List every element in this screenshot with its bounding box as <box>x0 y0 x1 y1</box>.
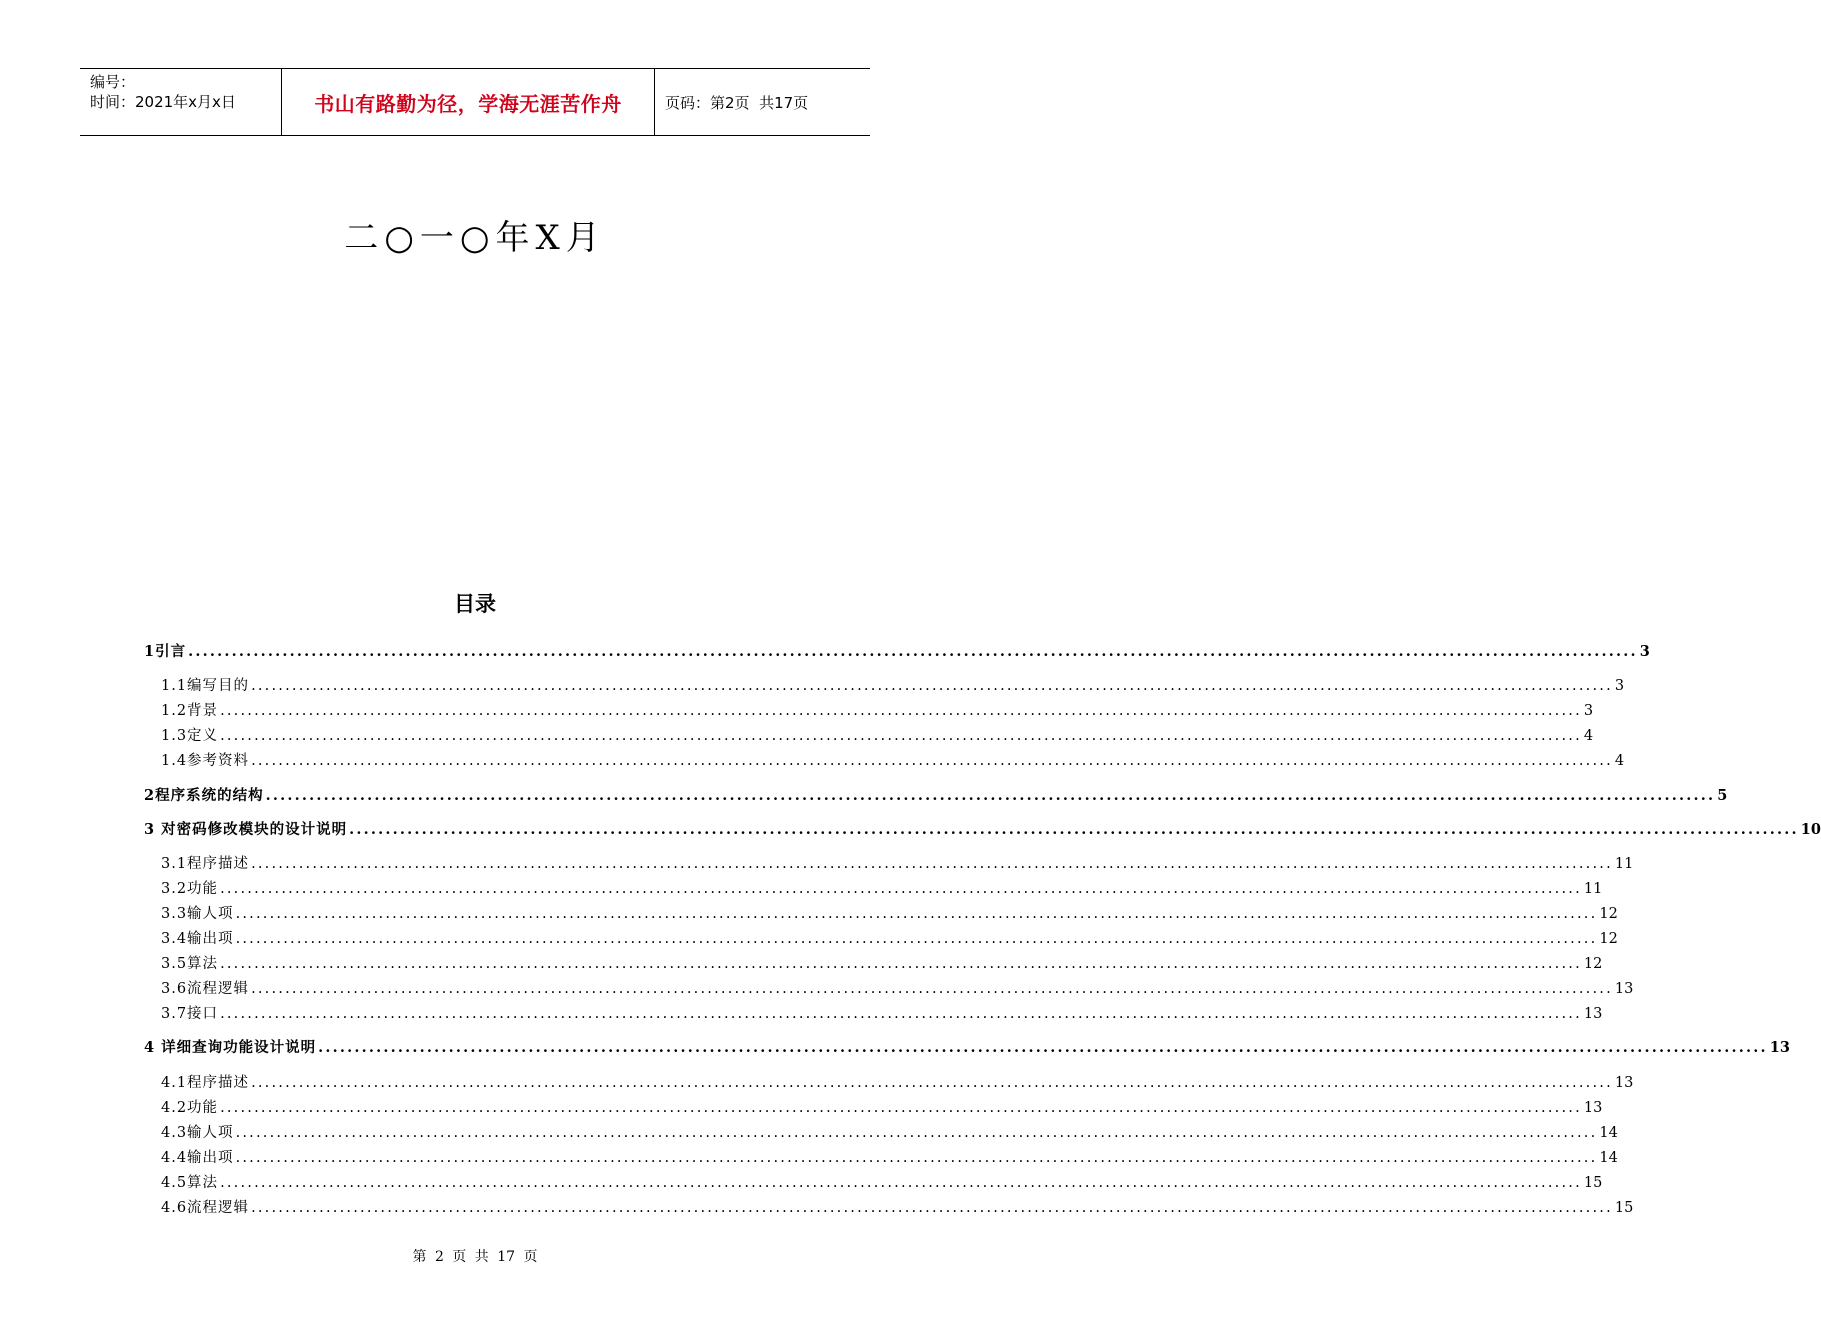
toc-entry[interactable] <box>144 784 1728 804</box>
toc-entry[interactable] <box>161 852 1634 872</box>
toc-entry-label: 4.3输人项 <box>161 1125 234 1141</box>
toc-leader-dots: ........................................................................................................................................................................................................ <box>235 1150 1598 1166</box>
toc-entry[interactable] <box>161 927 1618 947</box>
toc-entry-label: 4 详细查询功能设计说明 <box>144 1039 317 1056</box>
toc-entry-page: 10 <box>1800 821 1821 838</box>
toc-leader-dots: ........................................................................................................................................................................................................ <box>235 931 1598 947</box>
toc-entry-page: 13 <box>1583 1100 1603 1116</box>
toc-leader-dots: ........................................................................................................................................................................................................ <box>220 1100 1582 1116</box>
number-label: 编号： <box>90 73 136 91</box>
toc-leader-dots: ........................................................................................................................................................................................................ <box>318 1039 1768 1056</box>
toc-entry[interactable] <box>144 1036 1790 1056</box>
toc-entry-page: 14 <box>1599 1150 1618 1166</box>
toc-leader-dots: ........................................................................................................................................................................................................ <box>251 678 1613 694</box>
toc-leader-dots: ........................................................................................................................................................................................................ <box>220 728 1582 744</box>
toc-entry-label: 1引言 <box>144 643 187 660</box>
toc-entry-page: 13 <box>1614 1075 1634 1091</box>
toc-leader-dots: ........................................................................................................................................................................................................ <box>349 821 1799 838</box>
toc-entry[interactable] <box>161 877 1603 897</box>
toc-entry[interactable] <box>161 902 1618 922</box>
toc-entry-page: 12 <box>1583 956 1603 972</box>
toc-entry-label: 1.4参考资料 <box>161 753 250 769</box>
toc-entry-page: 3 <box>1614 678 1625 694</box>
toc-entry[interactable] <box>161 1071 1634 1091</box>
toc-entry-label: 3.4输出项 <box>161 931 234 947</box>
header-meta <box>80 69 281 135</box>
toc-entry-label: 4.4输出项 <box>161 1150 234 1166</box>
page-footer: 第 2 页 共 17 页 <box>412 1249 538 1265</box>
toc-entry[interactable] <box>161 1196 1634 1216</box>
toc-leader-dots: ........................................................................................................................................................................................................ <box>220 881 1582 897</box>
toc-entry-page: 13 <box>1769 1039 1790 1056</box>
toc-leader-dots: ........................................................................................................................................................................................................ <box>220 703 1582 719</box>
toc-title: 目录 <box>454 592 496 616</box>
toc-entry-label: 3.1程序描述 <box>161 856 250 872</box>
toc-entry[interactable] <box>161 699 1594 719</box>
toc-leader-dots: ........................................................................................................................................................................................................ <box>251 1200 1613 1216</box>
toc-entry[interactable] <box>161 1121 1618 1141</box>
toc-leader-dots: ........................................................................................................................................................................................................ <box>251 856 1613 872</box>
toc-entry-page: 4 <box>1583 728 1594 744</box>
toc-leader-dots: ........................................................................................................................................................................................................ <box>235 1125 1598 1141</box>
toc-leader-dots: ........................................................................................................................................................................................................ <box>220 1175 1582 1191</box>
toc-entry-label: 3.5算法 <box>161 956 219 972</box>
toc-leader-dots: ........................................................................................................................................................................................................ <box>251 981 1613 997</box>
toc-leader-dots: ........................................................................................................................................................................................................ <box>251 1075 1613 1091</box>
toc-entry[interactable] <box>161 724 1594 744</box>
toc-leader-dots: ........................................................................................................................................................................................................ <box>188 643 1638 660</box>
toc-entry-label: 4.1程序描述 <box>161 1075 250 1091</box>
toc-leader-dots: ........................................................................................................................................................................................................ <box>220 1006 1582 1022</box>
page-header <box>80 68 870 136</box>
toc-entry[interactable] <box>161 977 1634 997</box>
toc-entry-page: 12 <box>1599 906 1618 922</box>
toc-entry-page: 5 <box>1717 787 1728 804</box>
toc-entry-label: 3.7接口 <box>161 1006 219 1022</box>
toc-entry[interactable] <box>144 640 1650 660</box>
toc-entry[interactable] <box>161 749 1625 769</box>
toc-entry-label: 1.1编写目的 <box>161 678 250 694</box>
toc-leader-dots: ........................................................................................................................................................................................................ <box>265 787 1716 804</box>
header-page-info <box>655 69 870 135</box>
toc-entry-page: 11 <box>1583 881 1603 897</box>
toc-entry-label: 3.2功能 <box>161 881 219 897</box>
toc-entry-label: 3 对密码修改模块的设计说明 <box>144 821 348 838</box>
toc-entry[interactable] <box>161 1002 1603 1022</box>
toc-entry-label: 2程序系统的结构 <box>144 787 264 804</box>
toc-entry[interactable] <box>161 674 1625 694</box>
toc-entry-page: 15 <box>1614 1200 1634 1216</box>
toc-entry-page: 11 <box>1614 856 1634 872</box>
toc-entry-label: 1.2背景 <box>161 703 219 719</box>
page-info-text: 页码：第2页 共17页 <box>665 93 809 112</box>
toc-entry-label: 3.6流程逻辑 <box>161 981 250 997</box>
toc-entry[interactable] <box>161 1096 1603 1116</box>
toc-entry-page: 13 <box>1614 981 1634 997</box>
toc-entry-label: 1.3定义 <box>161 728 219 744</box>
toc-entry-page: 3 <box>1583 703 1594 719</box>
toc-entry-label: 4.5算法 <box>161 1175 219 1191</box>
toc-entry-page: 14 <box>1599 1125 1618 1141</box>
toc-entry-label: 3.3输人项 <box>161 906 234 922</box>
toc-entry[interactable] <box>161 1171 1603 1191</box>
toc-leader-dots: ........................................................................................................................................................................................................ <box>220 956 1582 972</box>
toc-entry-page: 15 <box>1583 1175 1603 1191</box>
toc-entry[interactable] <box>144 818 1821 838</box>
header-motto: 书山有路勤为径，学海无涯苦作舟 <box>281 69 655 135</box>
toc-entry-page: 12 <box>1599 931 1618 947</box>
toc-entry-page: 13 <box>1583 1006 1603 1022</box>
toc-entry-page: 3 <box>1639 643 1650 660</box>
toc-entry-label: 4.6流程逻辑 <box>161 1200 250 1216</box>
toc-entry-label: 4.2功能 <box>161 1100 219 1116</box>
toc-leader-dots: ........................................................................................................................................................................................................ <box>235 906 1598 922</box>
time-label: 时间：2021年x月x日 <box>90 93 236 111</box>
toc-entry[interactable] <box>161 1146 1618 1166</box>
toc-entry-page: 4 <box>1614 753 1625 769</box>
date-title: 二○一○年X月 <box>344 218 606 258</box>
toc-leader-dots: ........................................................................................................................................................................................................ <box>251 753 1613 769</box>
toc-entry[interactable] <box>161 952 1603 972</box>
